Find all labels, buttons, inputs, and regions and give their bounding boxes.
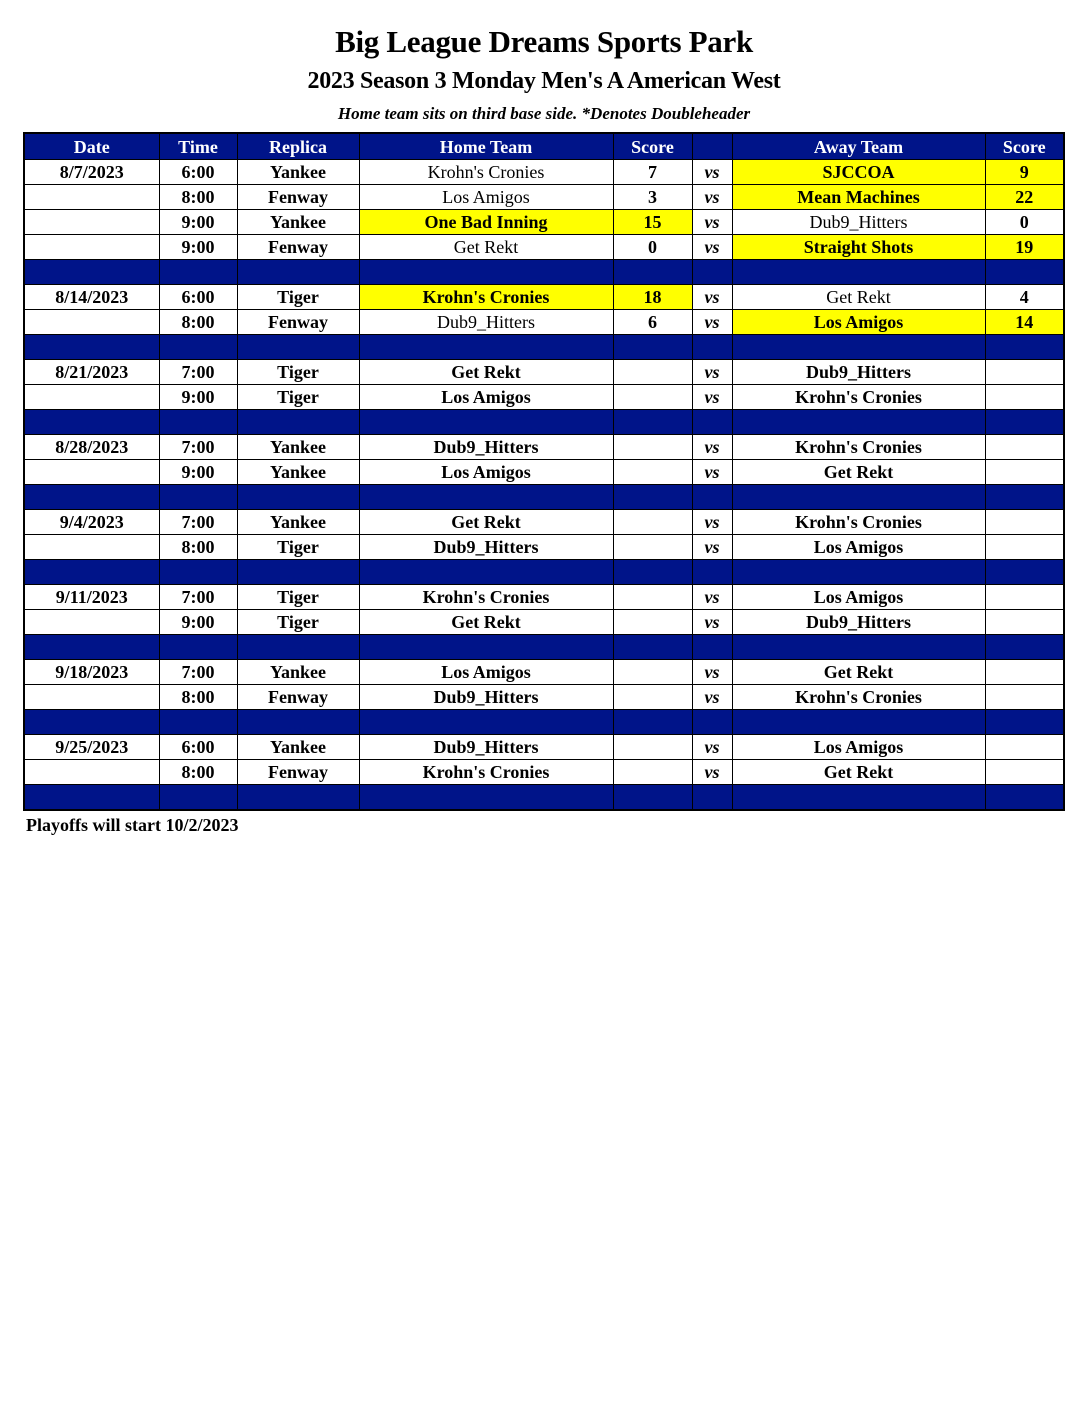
separator-cell — [359, 635, 613, 660]
replica-cell: Yankee — [237, 735, 359, 760]
home-team-cell: Krohn's Cronies — [359, 585, 613, 610]
replica-cell: Tiger — [237, 610, 359, 635]
col-header-time: Time — [159, 133, 237, 160]
vs-cell: vs — [692, 310, 732, 335]
separator-cell — [24, 410, 159, 435]
date-cell — [24, 760, 159, 785]
separator-cell — [237, 785, 359, 811]
home-score-cell: 0 — [613, 235, 692, 260]
away-score-cell — [985, 660, 1064, 685]
away-score-cell — [985, 760, 1064, 785]
home-score-cell — [613, 735, 692, 760]
date-cell: 9/4/2023 — [24, 510, 159, 535]
separator-cell — [732, 635, 985, 660]
away-team-cell: Los Amigos — [732, 585, 985, 610]
time-cell: 8:00 — [159, 760, 237, 785]
col-header-away-score: Score — [985, 133, 1064, 160]
table-row — [24, 735, 1064, 760]
separator-row — [24, 485, 1064, 510]
date-cell — [24, 685, 159, 710]
vs-cell: vs — [692, 610, 732, 635]
replica-cell: Fenway — [237, 235, 359, 260]
separator-cell — [985, 560, 1064, 585]
vs-cell: vs — [692, 535, 732, 560]
vs-cell: vs — [692, 385, 732, 410]
table-row — [24, 185, 1064, 210]
separator-cell — [613, 710, 692, 735]
separator-row — [24, 560, 1064, 585]
time-cell: 9:00 — [159, 460, 237, 485]
separator-cell — [692, 260, 732, 285]
away-score-cell — [985, 535, 1064, 560]
away-team-cell: Mean Machines — [732, 185, 985, 210]
separator-cell — [24, 635, 159, 660]
table-row — [24, 660, 1064, 685]
away-team-cell: Dub9_Hitters — [732, 360, 985, 385]
separator-cell — [24, 485, 159, 510]
home-score-cell — [613, 385, 692, 410]
replica-cell: Fenway — [237, 685, 359, 710]
replica-cell: Tiger — [237, 285, 359, 310]
separator-cell — [24, 335, 159, 360]
home-score-cell — [613, 610, 692, 635]
home-score-cell — [613, 360, 692, 385]
table-row — [24, 685, 1064, 710]
vs-cell: vs — [692, 510, 732, 535]
col-header-home-team: Home Team — [359, 133, 613, 160]
time-cell: 8:00 — [159, 685, 237, 710]
separator-cell — [732, 410, 985, 435]
separator-cell — [732, 335, 985, 360]
date-cell — [24, 535, 159, 560]
away-team-cell: Krohn's Cronies — [732, 385, 985, 410]
replica-cell: Yankee — [237, 460, 359, 485]
separator-cell — [692, 410, 732, 435]
home-team-cell: Dub9_Hitters — [359, 435, 613, 460]
away-team-cell: Dub9_Hitters — [732, 210, 985, 235]
separator-cell — [985, 335, 1064, 360]
date-cell: 9/25/2023 — [24, 735, 159, 760]
separator-cell — [692, 485, 732, 510]
vs-cell: vs — [692, 185, 732, 210]
away-score-cell: 4 — [985, 285, 1064, 310]
home-team-cell: Los Amigos — [359, 660, 613, 685]
table-row — [24, 460, 1064, 485]
table-row — [24, 535, 1064, 560]
vs-cell: vs — [692, 735, 732, 760]
col-header-away-team: Away Team — [732, 133, 985, 160]
vs-cell: vs — [692, 435, 732, 460]
time-cell: 9:00 — [159, 235, 237, 260]
home-team-cell: Dub9_Hitters — [359, 310, 613, 335]
date-cell — [24, 235, 159, 260]
table-row — [24, 210, 1064, 235]
home-score-cell — [613, 510, 692, 535]
separator-cell — [985, 710, 1064, 735]
away-score-cell: 19 — [985, 235, 1064, 260]
time-cell: 6:00 — [159, 160, 237, 185]
table-row — [24, 160, 1064, 185]
time-cell: 7:00 — [159, 585, 237, 610]
home-score-cell — [613, 760, 692, 785]
separator-row — [24, 335, 1064, 360]
away-team-cell: Get Rekt — [732, 760, 985, 785]
time-cell: 8:00 — [159, 310, 237, 335]
home-team-cell: Get Rekt — [359, 510, 613, 535]
away-team-cell: Get Rekt — [732, 460, 985, 485]
date-cell: 9/11/2023 — [24, 585, 159, 610]
separator-cell — [613, 485, 692, 510]
away-score-cell — [985, 610, 1064, 635]
separator-row — [24, 410, 1064, 435]
away-team-cell: Get Rekt — [732, 285, 985, 310]
separator-cell — [732, 485, 985, 510]
table-row — [24, 585, 1064, 610]
away-score-cell: 9 — [985, 160, 1064, 185]
home-team-cell: Los Amigos — [359, 185, 613, 210]
time-cell: 7:00 — [159, 510, 237, 535]
time-cell: 9:00 — [159, 610, 237, 635]
home-team-cell: Krohn's Cronies — [359, 760, 613, 785]
vs-cell: vs — [692, 685, 732, 710]
home-score-cell: 18 — [613, 285, 692, 310]
home-team-cell: Get Rekt — [359, 235, 613, 260]
replica-cell: Yankee — [237, 510, 359, 535]
separator-cell — [359, 485, 613, 510]
separator-cell — [732, 560, 985, 585]
replica-cell: Fenway — [237, 760, 359, 785]
col-header-vs — [692, 133, 732, 160]
separator-cell — [237, 410, 359, 435]
col-header-date: Date — [24, 133, 159, 160]
time-cell: 6:00 — [159, 735, 237, 760]
replica-cell: Fenway — [237, 310, 359, 335]
home-score-cell — [613, 535, 692, 560]
home-score-cell: 3 — [613, 185, 692, 210]
separator-cell — [159, 560, 237, 585]
replica-cell: Yankee — [237, 435, 359, 460]
separator-cell — [359, 410, 613, 435]
home-team-cell: Get Rekt — [359, 360, 613, 385]
col-header-replica: Replica — [237, 133, 359, 160]
separator-cell — [237, 260, 359, 285]
home-score-cell — [613, 435, 692, 460]
vs-cell: vs — [692, 160, 732, 185]
away-score-cell — [985, 435, 1064, 460]
separator-cell — [613, 785, 692, 811]
replica-cell: Tiger — [237, 360, 359, 385]
away-score-cell — [985, 735, 1064, 760]
table-row — [24, 235, 1064, 260]
replica-cell: Yankee — [237, 210, 359, 235]
separator-cell — [985, 485, 1064, 510]
page-title: Big League Dreams Sports Park — [335, 24, 753, 59]
table-row — [24, 285, 1064, 310]
away-team-cell: Los Amigos — [732, 735, 985, 760]
vs-cell: vs — [692, 285, 732, 310]
separator-row — [24, 785, 1064, 811]
date-cell — [24, 385, 159, 410]
away-score-cell — [985, 460, 1064, 485]
date-cell — [24, 210, 159, 235]
home-team-cell: One Bad Inning — [359, 210, 613, 235]
replica-cell: Tiger — [237, 535, 359, 560]
table-row — [24, 510, 1064, 535]
table-row — [24, 385, 1064, 410]
home-team-cell: Los Amigos — [359, 385, 613, 410]
vs-cell: vs — [692, 360, 732, 385]
home-team-cell: Krohn's Cronies — [359, 160, 613, 185]
separator-cell — [159, 635, 237, 660]
vs-cell: vs — [692, 760, 732, 785]
away-team-cell: Los Amigos — [732, 310, 985, 335]
schedule-table — [23, 132, 1065, 811]
separator-cell — [359, 260, 613, 285]
separator-cell — [359, 560, 613, 585]
playoffs-note: Playoffs will start 10/2/2023 — [26, 815, 239, 835]
separator-cell — [985, 410, 1064, 435]
separator-cell — [692, 710, 732, 735]
separator-cell — [732, 710, 985, 735]
away-team-cell: Los Amigos — [732, 535, 985, 560]
separator-row — [24, 260, 1064, 285]
separator-cell — [985, 260, 1064, 285]
time-cell: 7:00 — [159, 660, 237, 685]
separator-cell — [237, 335, 359, 360]
date-cell — [24, 610, 159, 635]
date-cell — [24, 460, 159, 485]
away-score-cell: 0 — [985, 210, 1064, 235]
table-row — [24, 435, 1064, 460]
home-score-cell: 6 — [613, 310, 692, 335]
away-team-cell: Straight Shots — [732, 235, 985, 260]
away-team-cell: SJCCOA — [732, 160, 985, 185]
separator-cell — [613, 410, 692, 435]
home-score-cell — [613, 660, 692, 685]
col-header-home-score: Score — [613, 133, 692, 160]
away-team-cell: Krohn's Cronies — [732, 510, 985, 535]
away-team-cell: Dub9_Hitters — [732, 610, 985, 635]
away-team-cell: Krohn's Cronies — [732, 435, 985, 460]
separator-cell — [24, 710, 159, 735]
home-team-cell: Dub9_Hitters — [359, 535, 613, 560]
away-score-cell — [985, 360, 1064, 385]
separator-cell — [732, 260, 985, 285]
separator-cell — [692, 560, 732, 585]
table-row — [24, 310, 1064, 335]
home-team-cell: Get Rekt — [359, 610, 613, 635]
home-score-cell — [613, 585, 692, 610]
table-row — [24, 360, 1064, 385]
away-score-cell — [985, 685, 1064, 710]
separator-cell — [985, 785, 1064, 811]
replica-cell: Yankee — [237, 660, 359, 685]
time-cell: 6:00 — [159, 285, 237, 310]
separator-cell — [159, 710, 237, 735]
separator-cell — [613, 335, 692, 360]
time-cell: 7:00 — [159, 435, 237, 460]
home-score-cell — [613, 460, 692, 485]
separator-cell — [237, 635, 359, 660]
vs-cell: vs — [692, 585, 732, 610]
separator-cell — [24, 560, 159, 585]
separator-cell — [359, 785, 613, 811]
separator-cell — [613, 260, 692, 285]
vs-cell: vs — [692, 460, 732, 485]
replica-cell: Yankee — [237, 160, 359, 185]
home-team-cell: Krohn's Cronies — [359, 285, 613, 310]
home-team-cell: Dub9_Hitters — [359, 735, 613, 760]
away-team-cell: Krohn's Cronies — [732, 685, 985, 710]
separator-cell — [692, 785, 732, 811]
separator-cell — [159, 485, 237, 510]
vs-cell: vs — [692, 660, 732, 685]
replica-cell: Tiger — [237, 585, 359, 610]
home-team-cell: Los Amigos — [359, 460, 613, 485]
home-score-cell — [613, 685, 692, 710]
time-cell: 8:00 — [159, 185, 237, 210]
away-score-cell: 14 — [985, 310, 1064, 335]
replica-cell: Tiger — [237, 385, 359, 410]
page-subtitle: 2023 Season 3 Monday Men's A American West — [307, 68, 781, 94]
away-team-cell: Get Rekt — [732, 660, 985, 685]
date-cell: 9/18/2023 — [24, 660, 159, 685]
date-cell: 8/7/2023 — [24, 160, 159, 185]
table-header-row — [24, 133, 1064, 160]
separator-cell — [692, 635, 732, 660]
separator-cell — [359, 710, 613, 735]
date-cell: 8/21/2023 — [24, 360, 159, 385]
separator-cell — [159, 260, 237, 285]
date-cell: 8/14/2023 — [24, 285, 159, 310]
page-note: Home team sits on third base side. *Denotes Doubleheader — [337, 104, 751, 123]
separator-cell — [24, 785, 159, 811]
separator-cell — [159, 410, 237, 435]
time-cell: 9:00 — [159, 385, 237, 410]
separator-cell — [24, 260, 159, 285]
schedule-body — [24, 160, 1064, 811]
time-cell: 7:00 — [159, 360, 237, 385]
separator-cell — [159, 785, 237, 811]
away-score-cell — [985, 510, 1064, 535]
home-score-cell: 7 — [613, 160, 692, 185]
separator-cell — [613, 560, 692, 585]
away-score-cell — [985, 585, 1064, 610]
separator-cell — [732, 785, 985, 811]
separator-row — [24, 710, 1064, 735]
away-score-cell — [985, 385, 1064, 410]
separator-cell — [237, 485, 359, 510]
separator-cell — [613, 635, 692, 660]
time-cell: 8:00 — [159, 535, 237, 560]
date-cell: 8/28/2023 — [24, 435, 159, 460]
separator-cell — [237, 560, 359, 585]
separator-row — [24, 635, 1064, 660]
time-cell: 9:00 — [159, 210, 237, 235]
replica-cell: Fenway — [237, 185, 359, 210]
date-cell — [24, 310, 159, 335]
vs-cell: vs — [692, 235, 732, 260]
separator-cell — [359, 335, 613, 360]
home-score-cell: 15 — [613, 210, 692, 235]
separator-cell — [237, 710, 359, 735]
date-cell — [24, 185, 159, 210]
table-row — [24, 610, 1064, 635]
separator-cell — [692, 335, 732, 360]
separator-cell — [159, 335, 237, 360]
separator-cell — [985, 635, 1064, 660]
away-score-cell: 22 — [985, 185, 1064, 210]
table-row — [24, 760, 1064, 785]
vs-cell: vs — [692, 210, 732, 235]
home-team-cell: Dub9_Hitters — [359, 685, 613, 710]
